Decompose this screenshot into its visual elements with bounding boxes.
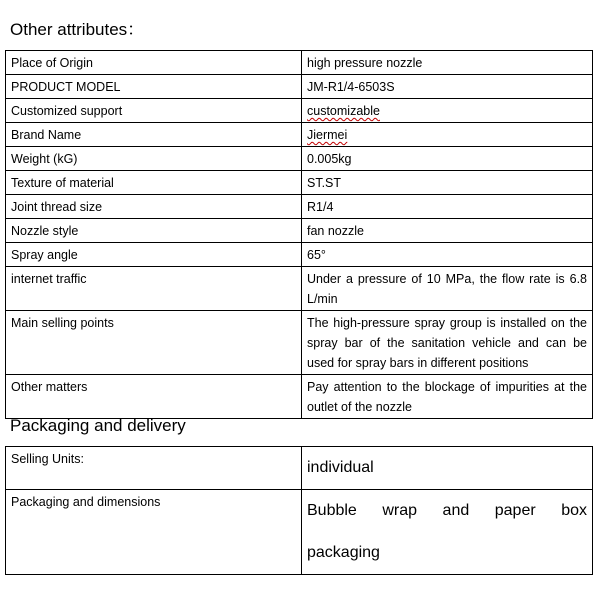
table-row: [6, 123, 593, 147]
table-row: [6, 75, 593, 99]
row-value: [302, 99, 593, 123]
row-value: ST.ST: [302, 171, 593, 195]
table-row: [6, 219, 593, 243]
other-attributes-title: Other attributes：: [10, 20, 145, 39]
row-label: Brand Name: [6, 123, 302, 147]
packaging-delivery-title: Packaging and delivery: [10, 416, 186, 435]
row-label: Main selling points: [6, 311, 302, 375]
row-label: Texture of material: [6, 171, 302, 195]
table-row: [6, 311, 593, 375]
table-row: [6, 99, 593, 123]
row-label: Joint thread size: [6, 195, 302, 219]
row-value: Under a pressure of 10 MPa, the flow rate is 6.8 L/min: [302, 267, 593, 311]
row-value: The high-pressure spray group is installed on the spray bar of the sanitation vehicle and can be used for spray bars in different positions: [302, 311, 593, 375]
table-row: [6, 375, 593, 419]
row-value: individual: [302, 447, 593, 490]
table-row: [6, 490, 593, 575]
row-value: fan nozzle: [302, 219, 593, 243]
row-value: Bubble wrap and paper box packaging: [302, 490, 593, 575]
row-label: PRODUCT MODEL: [6, 75, 302, 99]
row-value: R1/4: [302, 195, 593, 219]
row-label: Weight (kG): [6, 147, 302, 171]
table-row: [6, 267, 593, 311]
row-value: 0.005kg: [302, 147, 593, 171]
row-label: Selling Units:: [6, 447, 302, 490]
table-row: [6, 147, 593, 171]
packaging-table: [5, 446, 593, 575]
table-row: [6, 171, 593, 195]
value-text: customizable: [307, 104, 380, 118]
value-text: Jiermei: [307, 128, 348, 142]
attributes-table: [5, 50, 593, 419]
table-row: [6, 243, 593, 267]
row-value: 65°: [302, 243, 593, 267]
row-label: Customized support: [6, 99, 302, 123]
row-value: [302, 123, 593, 147]
table-row: [6, 447, 593, 490]
row-label: internet traffic: [6, 267, 302, 311]
row-label: Packaging and dimensions: [6, 490, 302, 575]
row-label: Spray angle: [6, 243, 302, 267]
table-row: [6, 195, 593, 219]
row-value: high pressure nozzle: [302, 51, 593, 75]
row-label: Nozzle style: [6, 219, 302, 243]
row-value: Pay attention to the blockage of impurities at the outlet of the nozzle: [302, 375, 593, 419]
row-value: JM-R1/4-6503S: [302, 75, 593, 99]
row-label: Other matters: [6, 375, 302, 419]
table-row: [6, 51, 593, 75]
row-label: Place of Origin: [6, 51, 302, 75]
